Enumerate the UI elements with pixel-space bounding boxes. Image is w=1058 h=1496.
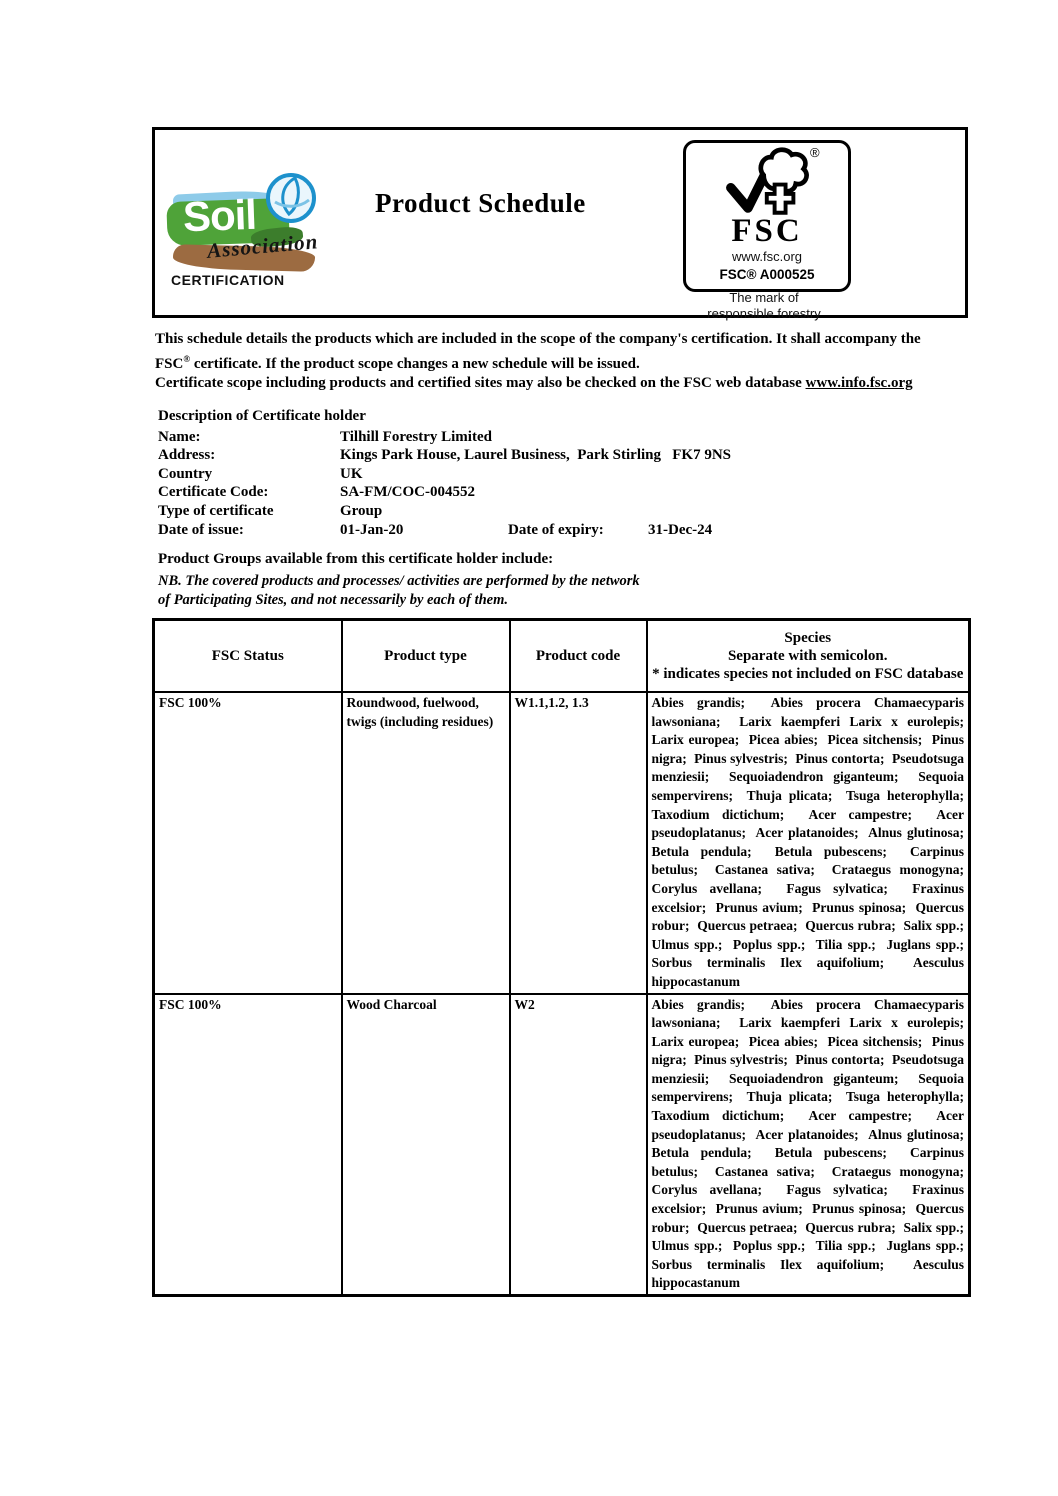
column-header-species: Species Separate with semicolon. * indicates species not included on FSC database xyxy=(647,620,970,693)
holder-field-certificate-type: Type of certificate Group xyxy=(158,502,383,519)
soil-logo-association-script: Association xyxy=(206,229,320,263)
cell-product-code: W2 xyxy=(510,994,647,1296)
table-row xyxy=(154,692,970,994)
cell-product-type: Roundwood, fuelwood, twigs (including residues) xyxy=(342,692,510,994)
cell-product-code: W1.1,1.2, 1.3 xyxy=(510,692,647,994)
fsc-tagline-line2: responsible forestry xyxy=(707,306,821,321)
holder-field-certificate-code: Certificate Code: SA-FM/COC-004552 xyxy=(158,484,475,501)
product-schedule-table xyxy=(152,618,971,1297)
product-groups-section xyxy=(158,551,950,610)
cell-product-type: Wood Charcoal xyxy=(342,994,510,1296)
holder-field-dates: Date of issue: 01-Jan-20 Date of expiry: 31-Dec-24 xyxy=(158,521,713,538)
fsc-tagline xyxy=(683,290,845,322)
intro-line-1: This schedule details the products which are included in the scope of the company's certification. It shall accompany the FSC® certificate. If the product scope changes a new schedule will be issued. xyxy=(155,331,921,372)
page-title: Product Schedule xyxy=(375,188,586,218)
soil-logo-certification-label: CERTIFICATION xyxy=(171,272,285,288)
cell-species: Abies grandis; Abies procera Chamaecyparis lawsoniana; Larix kaempferi Larix x eurolepis; Larix europea; Picea abies; Picea sitchensis; Pinus nigra; Pinus sylvestris; Pinus contorta; Pseudotsuga menziesii; Sequoiadendron giganteum; Sequoia sempervirens; Thuja plicata; Tsuga heterophylla; Taxodium dictichum; Acer campestre; Acer pseudoplatanus; Acer platanoides; Alnus glutinosa; Betula pendula; Betula pubescens; Carpinus betulus; Castanea sativa; Crataegus monogyna; Corylus avellana; Fagus sylvatica; Fraxinus excelsior; Prunus avium; Prunus spinosa; Quercus robur; Quercus petraea; Quercus rubra; Salix spp.; Ulmus spp.; Poplus spp.; Tilia spp.; Juglans spp.; Sorbus terminalis Ilex aquifolium; Aesculus hippocastanum xyxy=(647,692,970,994)
registered-trademark-icon: ® xyxy=(810,145,820,160)
intro-line-2: Certificate scope including products and certified sites may also be checked on the FSC web database www.info.fsc.org xyxy=(155,375,913,391)
soil-logo-wordmark: Soil xyxy=(182,190,257,241)
fsc-tagline-line1: The mark of xyxy=(729,290,799,305)
holder-field-address: Address: Kings Park House, Laurel Business, Park Stirling FK7 9NS xyxy=(158,447,732,464)
fsc-url: www.fsc.org xyxy=(731,249,803,264)
fsc-database-link[interactable]: www.info.fsc.org xyxy=(805,375,913,391)
soil-association-leaf-icon xyxy=(265,172,317,224)
table-row xyxy=(154,994,970,1296)
fsc-acronym: FSC xyxy=(731,213,803,249)
holder-field-country: Country UK xyxy=(158,465,363,482)
fsc-checkmark-tree-icon xyxy=(716,147,816,219)
registered-superscript: ® xyxy=(183,353,191,364)
cell-fsc-status: FSC 100% xyxy=(154,994,342,1296)
fsc-license-code: FSC® A000525 xyxy=(719,267,815,282)
certificate-holder-section xyxy=(158,407,950,539)
table-header-row xyxy=(154,620,970,693)
fsc-logo xyxy=(683,140,851,292)
column-header-product-type: Product type xyxy=(342,620,510,693)
column-header-product-code: Product code xyxy=(510,620,647,693)
intro-paragraph xyxy=(155,330,947,394)
holder-heading: Description of Certificate holder xyxy=(158,408,366,424)
soil-association-logo xyxy=(167,176,327,296)
holder-field-name: Name: Tilhill Forestry Limited xyxy=(158,428,492,445)
document-header xyxy=(152,127,968,321)
cell-species: Abies grandis; Abies procera Chamaecyparis lawsoniana; Larix kaempferi Larix x eurolepis; Larix europea; Picea abies; Picea sitchensis; Pinus nigra; Pinus sylvestris; Pinus contorta; Pseudotsuga menziesii; Sequoiadendron giganteum; Sequoia sempervirens; Thuja plicata; Tsuga heterophylla; Taxodium dictichum; Acer campestre; Acer pseudoplatanus; Acer platanoides; Alnus glutinosa; Betula pendula; Betula pubescens; Carpinus betulus; Castanea sativa; Crataegus monogyna; Corylus avellana; Fagus sylvatica; Fraxinus excelsior; Prunus avium; Prunus spinosa; Quercus robur; Quercus petraea; Quercus rubra; Salix spp.; Ulmus spp.; Poplus spp.; Tilia spp.; Juglans spp.; Sorbus terminalis Ilex aquifolium; Aesculus hippocastanum xyxy=(647,994,970,1296)
column-header-fsc-status: FSC Status xyxy=(154,620,342,693)
product-groups-note: NB. The covered products and processes/ activities are performed by the network of Participating Sites, and not necessarily by each of them. xyxy=(158,573,640,608)
product-groups-heading: Product Groups available from this certificate holder include: xyxy=(158,551,554,567)
cell-fsc-status: FSC 100% xyxy=(154,692,342,994)
